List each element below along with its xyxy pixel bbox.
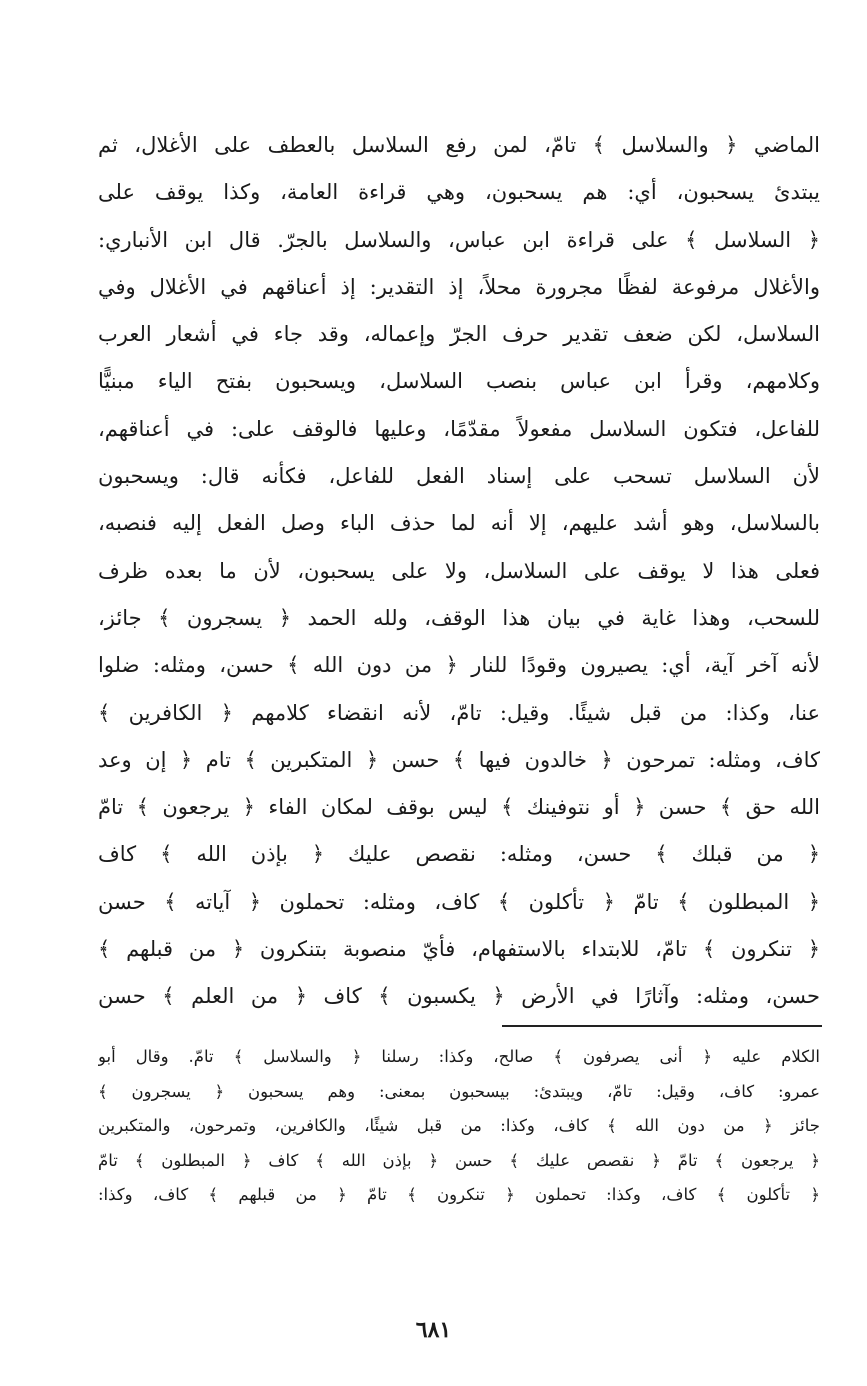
- main-text-line: ﴿ السلاسل ﴾ على قراءة ابن عباس، والسلاسل بالجرّ. قال ابن الأنباري:: [98, 227, 820, 252]
- main-text-line: لأنه آخر آية، أي: يصيرون وقودًا للنار ﴿ من دون الله ﴾ حسن، ومثله: ضلوا: [98, 653, 820, 678]
- main-text-line: عنا، وكذا: من قبل شيئًا. وقيل: تامّ، لأنه انقضاء كلامهم ﴿ الكافرين ﴾: [98, 700, 820, 725]
- main-text-line: ﴿ من قبلك ﴾ حسن، ومثله: نقصص عليك ﴿ بإذن الله ﴾ كاف: [98, 842, 820, 867]
- main-text-line: لأن السلاسل تسحب على إسناد الفعل للفاعل، فكأنه قال: ويسحبون: [98, 464, 820, 489]
- main-text-line: ﴿ المبطلون ﴾ تامّ ﴿ تأكلون ﴾ كاف، ومثله: تحملون ﴿ آياته ﴾ حسن: [98, 889, 820, 914]
- footnote-block: [98, 1040, 820, 1213]
- main-text-block: [98, 122, 820, 1021]
- footnote-divider: [502, 1025, 822, 1027]
- main-text-line: حسن، ومثله: وآثارًا في الأرض ﴿ يكسبون ﴾ كاف ﴿ من العلم ﴾ حسن: [98, 984, 820, 1009]
- main-text-line: فعلى هذا لا يوقف على السلاسل، ولا على يسحبون، لأن ما بعده ظرف: [98, 558, 820, 583]
- footnote-line: ﴿ تأكلون ﴾ كاف، وكذا: تحملون ﴿ تنكرون ﴾ تامّ ﴿ من قبلهم ﴾ كاف، وكذا:: [98, 1185, 820, 1205]
- main-text-line: والأغلال مرفوعة لفظًا مجرورة محلاً، إذ التقدير: إذ أعناقهم في الأغلال وفي: [98, 274, 820, 299]
- main-text-line: للسحب، وهذا غاية في بيان هذا الوقف، ولله الحمد ﴿ يسجرون ﴾ جائز،: [98, 605, 820, 630]
- main-text-line: الماضي ﴿ والسلاسل ﴾ تامّ، لمن رفع السلاسل بالعطف على الأغلال، ثم: [98, 133, 820, 157]
- main-text-line: للفاعل، فتكون السلاسل مفعولاً مقدّمًا، وعليها فالوقف على: في أعناقهم،: [98, 416, 820, 441]
- main-text-line: وكلامهم، وقرأ ابن عباس بنصب السلاسل، ويسحبون بفتح الياء مبنيًّا: [98, 369, 820, 394]
- main-text-line: بالسلاسل، وهو أشد عليهم، إلا أنه لما حذف الباء وصل الفعل إليه فنصبه،: [98, 511, 820, 536]
- main-text-line: يبتدئ يسحبون، أي: هم يسحبون، وهي قراءة العامة، وكذا يوقف على: [98, 180, 820, 205]
- page-number: ٦٨١: [415, 1317, 452, 1343]
- main-text-line: كاف، ومثله: تمرحون ﴿ خالدون فيها ﴾ حسن ﴿ المتكبرين ﴾ تام ﴿ إن وعد: [98, 747, 820, 772]
- footnote-line: الكلام عليه ﴿ أنى يصرفون ﴾ صالح، وكذا: رسلنا ﴿ والسلاسل ﴾ تامّ. وقال أبو: [98, 1047, 820, 1066]
- footnote-line: جائز ﴿ من دون الله ﴾ كاف، وكذا: من قبل شيئًا، والكافرين، وتمرحون، والمتكبرين: [98, 1116, 820, 1136]
- main-text-line: ﴿ تنكرون ﴾ تامّ، للابتداء بالاستفهام، فأيّ منصوبة بتنكرون ﴿ من قبلهم ﴾: [98, 937, 820, 962]
- footnote-line: عمرو: كاف، وقيل: تامّ، ويبتدئ: بيسحبون بمعنى: وهم يسحبون ﴿ يسجرون ﴾: [98, 1081, 820, 1101]
- main-text-line: الله حق ﴾ حسن ﴿ أو نتوفينك ﴾ ليس بوقف لمكان الفاء ﴿ يرجعون ﴾ تامّ: [98, 795, 820, 820]
- main-text-line: السلاسل، لكن ضعف تقدير حرف الجرّ وإعماله، وقد جاء في أشعار العرب: [98, 322, 820, 347]
- footnote-line: ﴿ يرجعون ﴾ تامّ ﴿ نقصص عليك ﴾ حسن ﴿ بإذن الله ﴾ كاف ﴿ المبطلون ﴾ تامّ: [98, 1150, 820, 1170]
